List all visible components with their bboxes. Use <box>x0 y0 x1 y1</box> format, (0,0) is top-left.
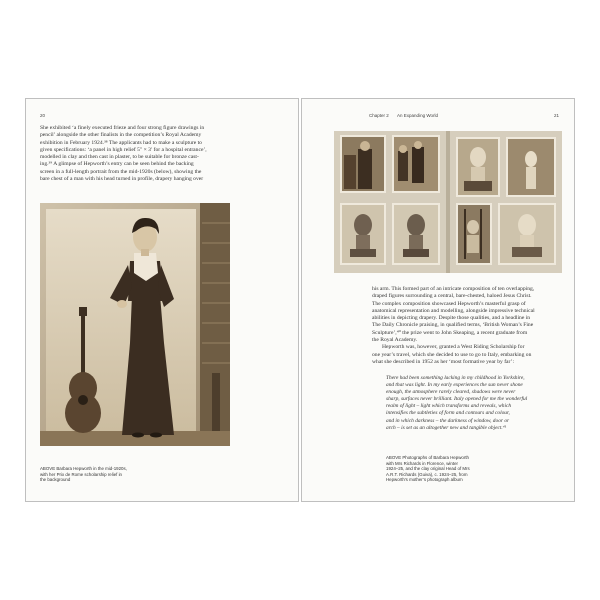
caption-line: Hepworth’s mother’s photograph album <box>386 477 463 483</box>
block-quote <box>386 375 566 432</box>
quote-line: and in which darkness – the darkness of window, door or <box>386 417 510 424</box>
photo-album <box>334 131 562 273</box>
body-line: She exhibited ‘a finely executed frieze and four strong figure drawings in <box>40 125 205 131</box>
caption-line: A.R.T. Richards (Guiva), c. 1924–25, from <box>386 471 468 477</box>
album-photo-head-2 <box>392 203 440 265</box>
quote-line: There had been something lacking in my childhood in Yorkshire, <box>386 375 525 381</box>
portrait-photo <box>40 203 230 446</box>
body-line: screen in a full-length portrait from the mid-1920s (below), showing the <box>40 168 202 175</box>
body-line: one year’s travel, which she decided to use to go to Italy, embarking on <box>372 351 532 358</box>
left-page <box>25 98 299 502</box>
quote-line: enough, the atmosphere rarely cleared, shadows were never <box>386 389 516 396</box>
right-body-text <box>372 286 565 366</box>
album-photo-group <box>392 135 440 193</box>
body-line: pencil’ alongside the other finalists in the competition’s Royal Academy <box>40 132 202 139</box>
body-line: what she described in 1952 as her ‘most formative year by far’: <box>372 358 515 365</box>
quote-line: arch – is set as an altogether new and tangible object.⁴¹ <box>386 424 507 431</box>
left-folio: 20 <box>40 113 46 118</box>
body-line: The Daily Chronicle praising, in qualified terms, ‘British Woman’s Fine <box>372 322 534 329</box>
right-caption <box>386 455 506 483</box>
body-line: his arm. This formed part of an intricate composition of ten overlapping, <box>372 286 535 292</box>
right-folio: 21 <box>554 113 560 118</box>
body-line: exhibition in February 1924.³⁸ The applicants had to make a sculpture to <box>40 139 202 146</box>
caption-line: with Mrs Richards in Florence, winter <box>386 460 458 466</box>
album-photo-head-4 <box>498 203 556 265</box>
caption-line: ABOVE Photographs of Barbara Hepworth <box>386 455 469 460</box>
body-line: anatomical representation and modelling, alongside impressive technical <box>372 307 535 314</box>
body-line: the Royal Academy. <box>372 337 418 344</box>
album-photo-statue <box>506 137 556 197</box>
body-line: ing.³⁹ A glimpse of Hepworth’s entry can be seen behind the backing <box>40 161 194 168</box>
caption-line: 1924–25, and the clay original Head of Mrs <box>386 466 470 472</box>
body-line: draped figures surrounding a central, bare-chested, haloed Jesus Christ. <box>372 293 532 300</box>
album-photo-scaffold <box>456 203 492 265</box>
caption-line: with her Prix de Rome scholarship relief in <box>40 471 122 477</box>
portrait-photo-image <box>40 203 230 446</box>
right-page <box>301 98 575 502</box>
body-line: Hepworth was, however, granted a West Riding Scholarship for <box>382 344 525 351</box>
body-line: Sculpture’,⁴⁰ the prize went to John Skeaping, a recent graduate from <box>372 329 528 336</box>
album-photo-mrs-richards <box>340 135 386 193</box>
body-line: given specifications: ‘a panel in high relief 5″ × 3′ for a hospital entrance’, <box>40 146 207 153</box>
caption-line: the background <box>40 477 71 483</box>
album-photo-head-1 <box>340 203 386 265</box>
album-photo-head-3 <box>456 137 500 197</box>
quote-line: sharp, surfaces never brilliant. Italy opened for me the wonderful <box>386 396 528 403</box>
body-line: modelled in clay and then cast in plaster, to be suitable for bronze cast- <box>40 154 199 161</box>
left-caption <box>40 466 170 483</box>
caption-line: ABOVE Barbara Hepworth in the mid-1920s, <box>40 466 127 471</box>
body-line: The complex composition showcased Hepworth’s masterful grasp of <box>372 300 526 307</box>
quote-line: realm of light – light which transforms and reveals, which <box>386 403 512 410</box>
left-body-text <box>40 125 286 183</box>
body-line: bare chest of a man with his head turned in profile, drapery hanging over <box>40 176 204 183</box>
quote-line: intensifies the subtleties of form and contours and colour, <box>386 410 510 417</box>
running-head <box>369 113 438 118</box>
body-line: abilities in depicting drapery. Despite those qualities, and a headline in <box>372 315 531 322</box>
quote-line: and that was light. In my early experiences the sun never shone <box>386 382 523 389</box>
album-spread-image <box>334 131 562 273</box>
chapter-title: An Expanding World <box>397 113 438 118</box>
chapter-label: Chapter 2 <box>369 113 389 118</box>
